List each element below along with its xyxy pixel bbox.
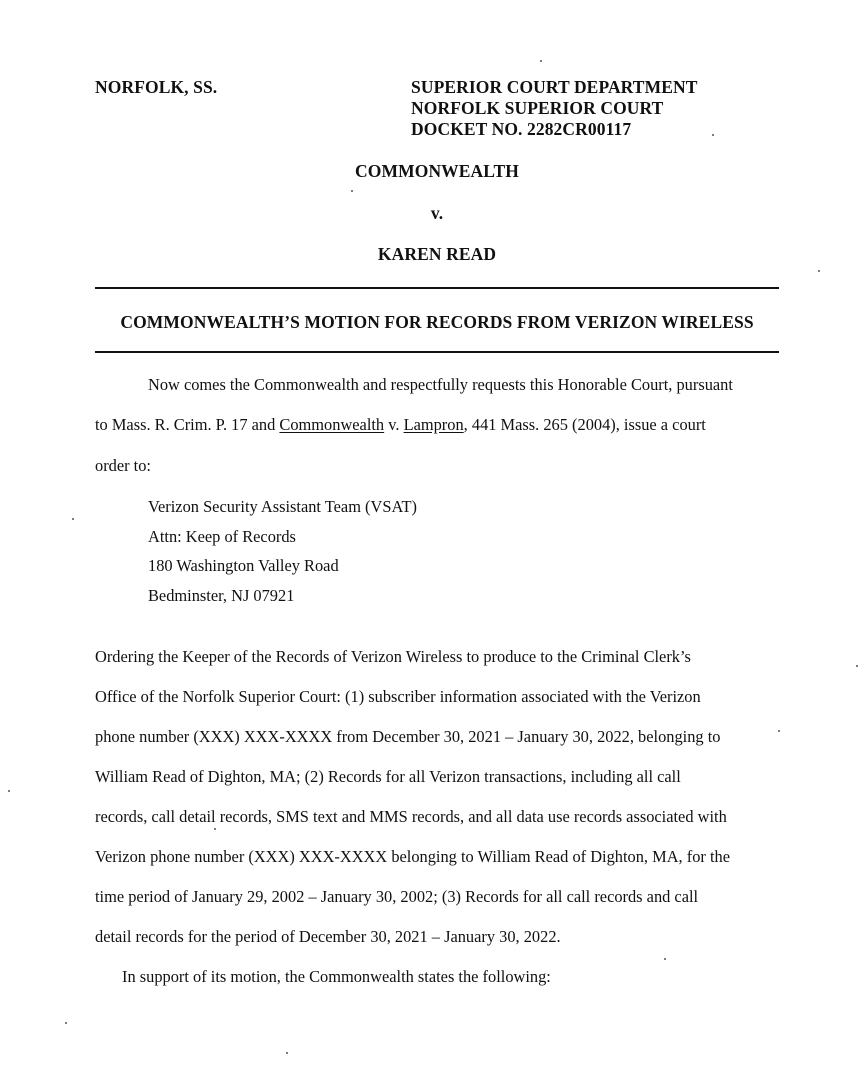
scan-speck xyxy=(856,665,858,667)
case-party-2: Lampron xyxy=(403,415,464,434)
intro-line-1: Now comes the Commonwealth and respectfully requests this Honorable Court, pursuant xyxy=(148,375,733,394)
docket-number-line: DOCKET NO. 2282CR00117 xyxy=(411,119,632,139)
scan-speck xyxy=(8,790,10,792)
title-rule-top xyxy=(95,287,779,289)
scan-speck xyxy=(351,190,353,192)
order-line-6: Verizon phone number (XXX) XXX-XXXX belonging to William Read of Dighton, MA, for the xyxy=(95,847,730,866)
scan-speck xyxy=(214,828,216,830)
scan-speck xyxy=(540,60,542,62)
scan-speck xyxy=(778,730,780,732)
defendant-name: KAREN READ xyxy=(377,244,497,264)
scan-speck xyxy=(712,134,714,136)
court-department-line: SUPERIOR COURT DEPARTMENT xyxy=(411,77,698,97)
order-line-5: records, call detail records, SMS text and MMS records, and all data use records associated with xyxy=(95,807,727,826)
intro-line-2 xyxy=(95,415,706,435)
address-line-2: Attn: Keep of Records xyxy=(148,527,296,546)
order-line-2: Office of the Norfolk Superior Court: (1) subscriber information associated with the Verizon xyxy=(95,687,701,706)
motion-title: COMMONWEALTH’S MOTION FOR RECORDS FROM VERIZON WIRELESS xyxy=(120,312,754,332)
intro-line-2-start: to Mass. R. Crim. P. 17 and xyxy=(95,415,280,434)
plaintiff-name: COMMONWEALTH xyxy=(355,161,519,181)
case-party-1: Commonwealth xyxy=(279,415,385,434)
scan-speck xyxy=(818,270,820,272)
order-line-4: William Read of Dighton, MA; (2) Records for all Verizon transactions, including all call xyxy=(95,767,681,786)
title-rule-bottom xyxy=(95,351,779,353)
scan-speck xyxy=(72,518,74,520)
intro-line-2-end: , 441 Mass. 265 (2004), issue a court xyxy=(463,415,706,434)
address-line-3: 180 Washington Valley Road xyxy=(148,556,339,575)
order-line-1: Ordering the Keeper of the Records of Verizon Wireless to produce to the Criminal Clerk’s xyxy=(95,647,691,666)
scan-speck xyxy=(664,958,666,960)
scan-speck xyxy=(286,1052,288,1054)
support-intro-line: In support of its motion, the Commonwealth states the following: xyxy=(122,967,551,986)
order-line-7: time period of January 29, 2002 – January 30, 2002; (3) Records for all call records and call xyxy=(95,887,699,906)
order-line-8: detail records for the period of December 30, 2021 – January 30, 2022. xyxy=(95,927,561,946)
intro-line-3: order to: xyxy=(95,456,151,475)
scan-speck xyxy=(65,1022,67,1024)
address-line-1: Verizon Security Assistant Team (VSAT) xyxy=(148,497,417,516)
address-line-4: Bedminster, NJ 07921 xyxy=(148,586,295,605)
versus-label: v. xyxy=(430,203,444,223)
county-label: NORFOLK, SS. xyxy=(95,77,218,97)
court-name-line: NORFOLK SUPERIOR COURT xyxy=(411,98,664,118)
case-versus: v. xyxy=(384,415,404,434)
order-line-3: phone number (XXX) XXX-XXXX from December 30, 2021 – January 30, 2022, belonging to xyxy=(95,727,721,746)
